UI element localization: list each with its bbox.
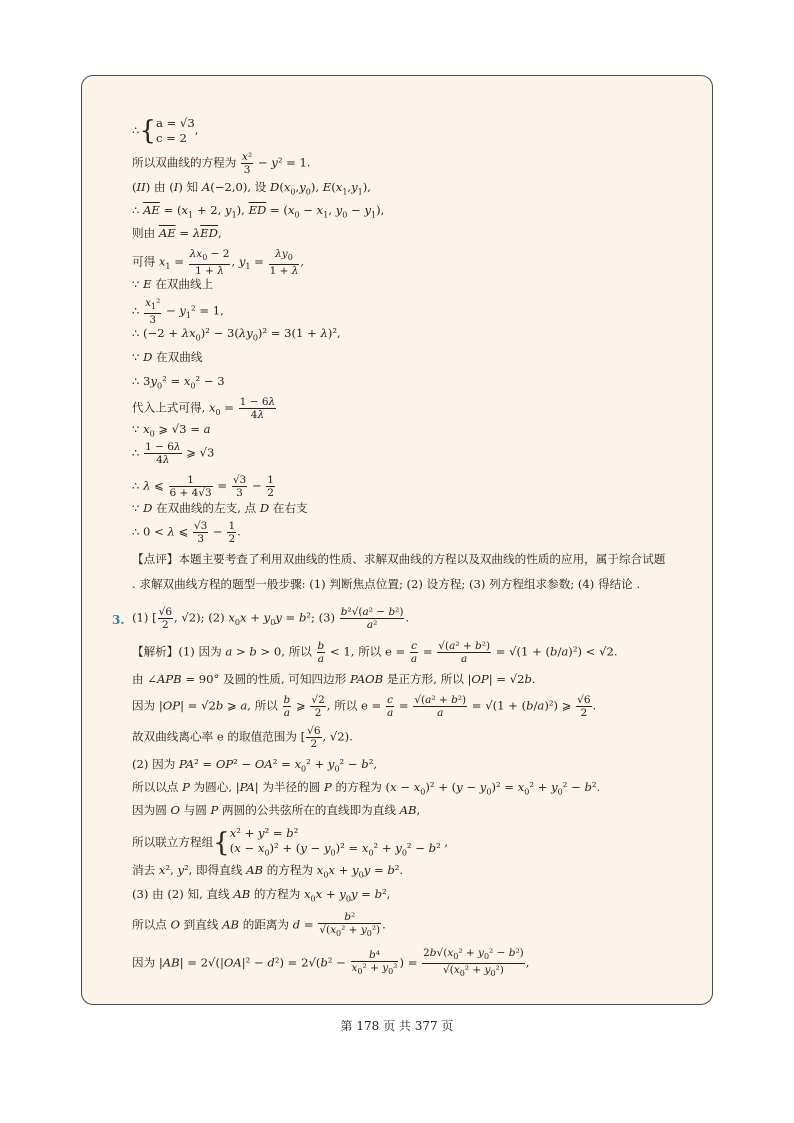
line-D-on-hyperbola: ∵ D 在双曲线	[132, 350, 203, 364]
analysis-line-11: 所以点 O 到直线 AB 的距离为 d = $\frac{\text{b²}}{√(x_0^2 + y_0^2)}$ .	[132, 911, 386, 939]
line-lambda-bound: ∴ λ ⩽ $\frac{1}{6 + 4√3}$ = $\frac{√3}{3}$ − $\frac{1}{2}$	[132, 474, 274, 499]
analysis-line-5: (2) 因为 $PA^2 = OP^2 - OA^2 = x_0^2 + y_0^2 - b^2$,	[132, 757, 378, 774]
line-x0-solution: 代入上式可得, $x_0$ = $\frac{1 - 6\lambda}{4\lambda}$	[132, 396, 276, 421]
line-inequality: ∴ $\frac{1 - 6\lambda}{4\lambda}$ ⩾ √3	[132, 441, 215, 466]
line-lambda-range: ∴ 0 < λ ⩽ $\frac{√3}{3}$ − $\frac{1}{2}$ .	[132, 520, 241, 545]
line-x1-y1: 可得 $x_1$ = $\frac{\lambda x_0 - 2}{1 + \lambda}$ , $y_1$ = $\frac{\lambda y_0}{1 + \lambda}$ ,	[132, 248, 305, 278]
analysis-line-9: 消去 x², y², 即得直线 AB 的方程为 $x_0x + y_0y = b^2$.	[132, 863, 404, 880]
line-x0-bound: ∵ $x_0$ ⩾ √3 = a	[132, 422, 211, 439]
answer-line: (1) [ $\frac{√6}{2}$ , √2); (2) $x_0x + y_0y = b^2$; (3) $\frac{\text{b²√(a² − b²)}}{\text{a²}}$ .	[132, 606, 410, 631]
line-lambda-relation: 则由 $\overline{AE} = \lambda\overline{ED}$,	[132, 226, 222, 240]
line-hyperbola-equation: 所以双曲线的方程为 $\frac{\text{x²}}{3}$ − y² = 1.	[132, 151, 311, 176]
line-x1-equation: ∴ $\frac{x_1^2}{3}$ − $y_1^2 = 1$,	[132, 297, 224, 327]
analysis-line-4: 故双曲线离心率 e 的取值范围为 [ $\frac{√6}{2}$ , √2).	[132, 725, 353, 750]
line-E-on-hyperbola: ∵ E 在双曲线上	[132, 277, 214, 291]
line-vectors: ∴ $\overline{AE} = (x_1 + 2$, $y_1$), $\overline{ED} = (x_0 - x_1$, $y_0 - y_1$),	[132, 203, 385, 220]
question-number: 3.	[112, 613, 125, 627]
line-left-branch: ∵ D 在双曲线的左支, 点 D 在右支	[132, 501, 308, 515]
line-system-a-c: ∴{ a = √3 c = 2 ,	[132, 116, 199, 146]
analysis-line-6: 所以以点 P 为圆心, |PA| 为半径的圆 P 的方程为 $(x - x_0)^2 + (y - y_0)^2 = x_0^2 + y_0^2 - b^2$.	[132, 780, 601, 797]
analysis-line-12: 因为 |AB| = 2√(|OA|² − d²) = 2√(b² − $\frac{\text{b⁴}}{x_0^2 + y_0^2}$ ) = $\frac{2b√(x_0^2 + y_0^2 - b^2)}{√(x_0^2 + y_0^2)}$ ,	[132, 947, 530, 979]
analysis-line-7: 因为圆 O 与圆 P 两圆的公共弦所在的直线即为直线 AB,	[132, 803, 421, 817]
analysis-line-10: (3) 由 (2) 知, 直线 AB 的方程为 $x_0x + y_0y = b^2$,	[132, 887, 391, 904]
line-part2-setup: (II) 由 (I) 知 A(−2,0), 设 $D(x_0,y_0)$, $E(x_1,y_1)$,	[132, 180, 371, 197]
analysis-line-1: 【解析】(1) 因为 a > b > 0, 所以 $\frac{b}{a}$ < 1, 所以 e = $\frac{c}{a}$ = $\frac{\text{√(a² + b²)}}{a}$ = √(1 + (b/a)²) < √2.	[132, 640, 618, 665]
line-3y0: ∴ $3y_0^2 = x_0^2 - 3$	[132, 374, 225, 391]
analysis-line-3: 因为 |OP| = √2b ⩾ a, 所以 $\frac{b}{a}$ ⩾ $\frac{√2}{2}$ , 所以 e = $\frac{c}{a}$ = $\frac{\text{√(a² + b²)}}{a}$ = √(1 + (b/a)²) ⩾ $\frac{√6}{2}$ .	[132, 694, 597, 719]
analysis-line-2: 由 ∠APB = 90° 及圆的性质, 可知四边形 PAOB 是正方形, 所以 |OP| = √2b.	[132, 672, 536, 686]
analysis-line-8: 所以联立方程组{ x² + y² = b² $(x - x_0)^2 + (y - y_0)^2 = x_0^2 + y_0^2 - b^2$ ,	[132, 826, 449, 859]
comment-line-1: 【点评】本题主要考查了利用双曲线的性质、求解双曲线的方程以及双曲线的性质的应用，属于综合试题	[132, 552, 666, 566]
comment-line-2: . 求解双曲线方程的题型一般步骤: (1) 判断焦点位置; (2) 设方程; (3) 列方程组求参数; (4) 得结论 .	[132, 577, 641, 591]
page-footer: 第 178 页 共 377 页	[340, 1019, 454, 1033]
line-expanded-equation: ∴ $(-2 + \lambda x_0)^2 - 3(\lambda y_0)^2 = 3(1 + \lambda)^2$,	[132, 326, 341, 343]
